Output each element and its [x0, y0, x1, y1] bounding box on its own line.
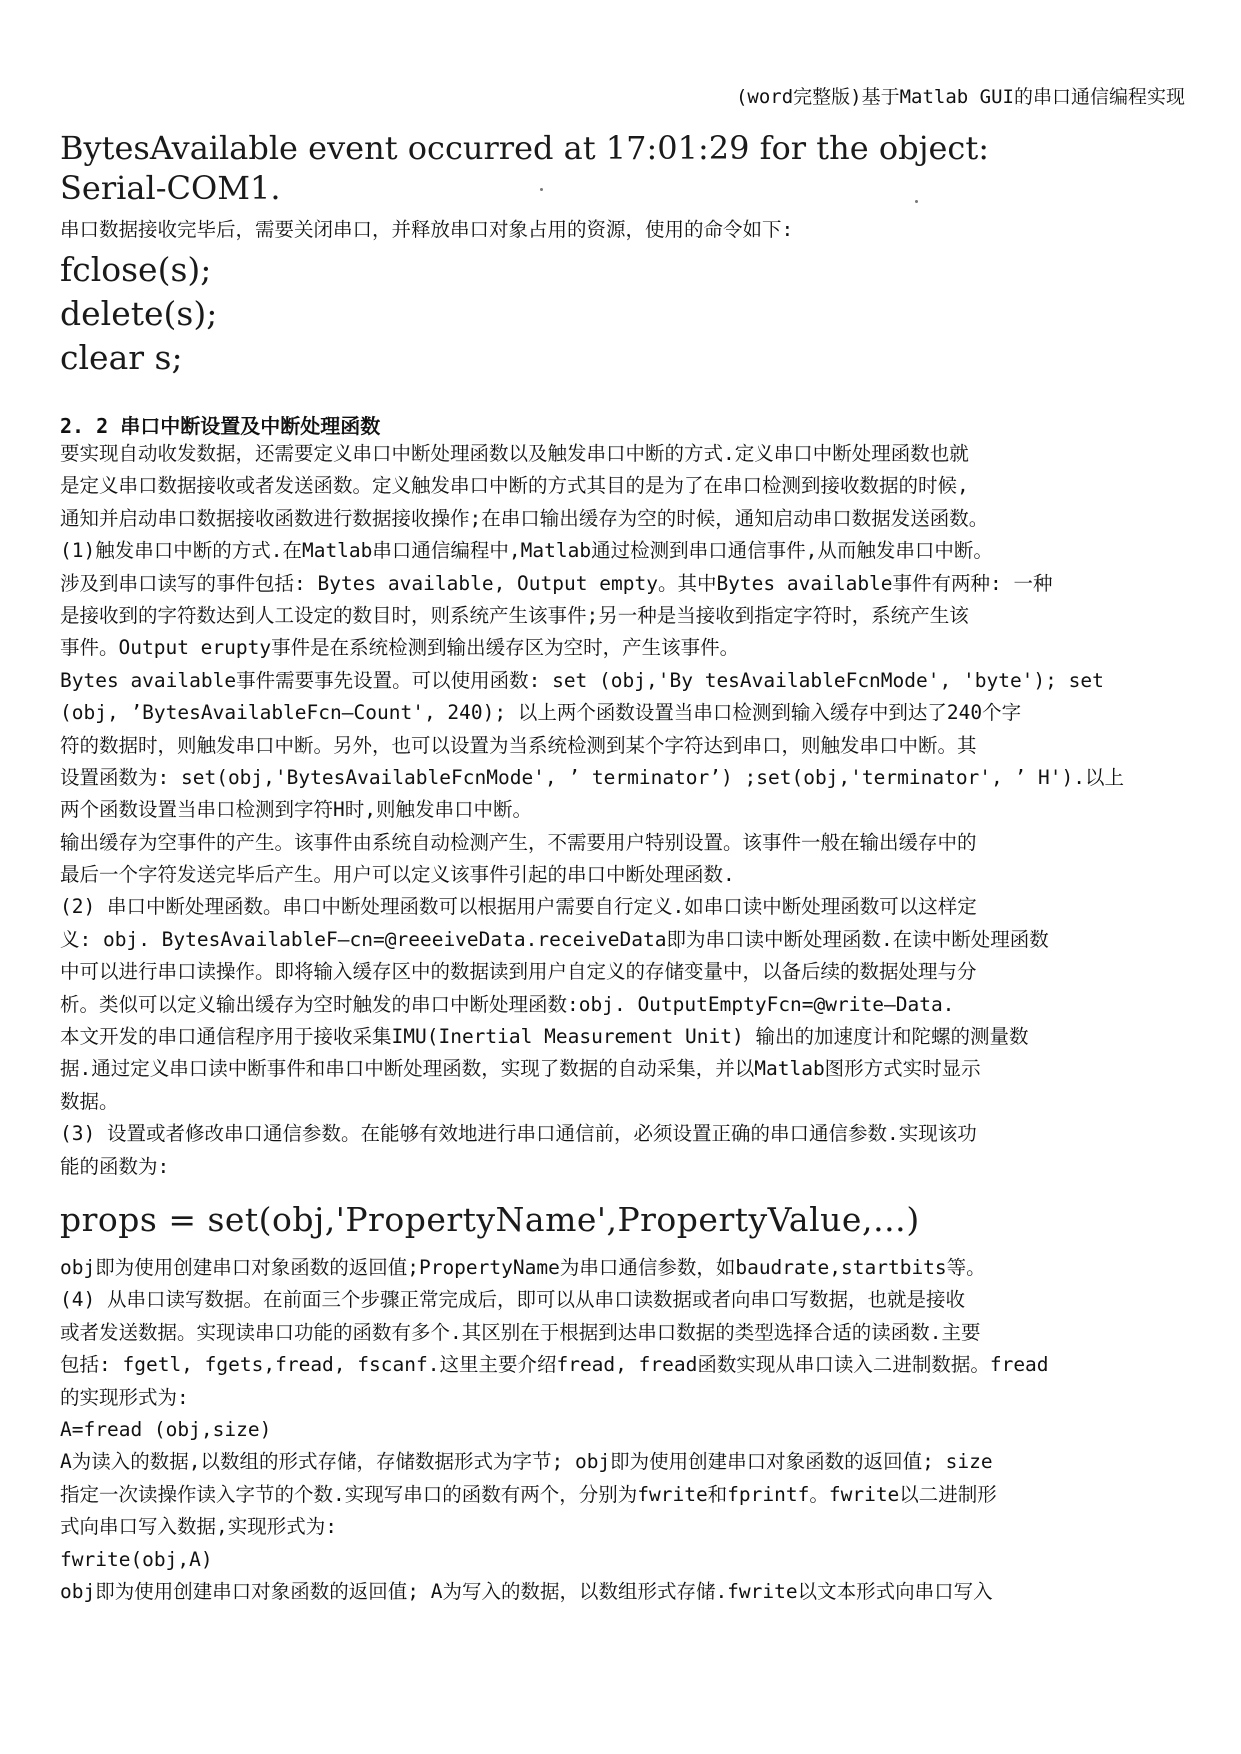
text-line: 两个函数设置当串口检测到字符H时,则触发串口中断。 [60, 798, 532, 822]
text-line: 设置函数为: set(obj,'BytesAvailableFcnMode', ’ terminator’) ;set(obj,'terminator', ’ H').以上 [60, 765, 1124, 789]
text-line: 本文开发的串口通信程序用于接收采集IMU(Inertial Measurement Unit) 输出的加速度计和陀螺的测量数 [60, 1025, 1029, 1049]
body-text-part-2 [60, 1252, 1185, 1608]
text-line: 涉及到串口读写的事件包括: Bytes available, Output empty。其中Bytes available事件有两种: 一种 [60, 571, 1053, 595]
text-line: 指定一次读操作读入字节的个数.实现写串口的函数有两个，分别为fwrite和fprintf。fwrite以二进制形 [60, 1482, 997, 1506]
body-text-part-1 [60, 438, 1185, 1183]
text-line: 的实现形式为: [60, 1385, 189, 1409]
text-line: 是定义串口数据接收或者发送函数。定义触发串口中断的方式其目的是为了在串口检测到接收数据的时候, [60, 474, 969, 498]
text-line: obj即为使用创建串口对象函数的返回值; A为写入的数据，以数组形式存储.fwrite以文本形式向串口写入 [60, 1579, 993, 1603]
text-line: 式向串口写入数据,实现形式为: [60, 1515, 337, 1539]
text-line: 要实现自动收发数据，还需要定义串口中断处理函数以及触发串口中断的方式.定义串口中断处理函数也就 [60, 442, 969, 465]
scanned-line: Serial-COM1. [60, 169, 281, 207]
text-line: (3) 设置或者修改串口通信参数。在能够有效地进行串口通信前，必须设置正确的串口通信参数.实现该功 [60, 1122, 977, 1146]
text-line: fwrite(obj,A) [60, 1547, 213, 1571]
scanned-text-bytes-available-event [60, 128, 989, 208]
text-line: A为读入的数据,以数组的形式存储，存储数据形式为字节; obj即为使用创建串口对象函数的返回值; size [60, 1450, 993, 1474]
text-line: 中可以进行串口读操作。即将输入缓存区中的数据读到用户自定义的存储变量中，以备后续的数据处理与分 [60, 960, 977, 984]
scan-speck [540, 188, 543, 191]
scan-speck [915, 200, 918, 203]
scanned-code-commands [60, 248, 217, 380]
text-line: (1)触发串口中断的方式.在Matlab串口通信编程中,Matlab通过检测到串口通信事件,从而触发串口中断。 [60, 539, 993, 563]
text-line: 析。类似可以定义输出缓存为空时触发的串口中断处理函数:obj. OutputEmptyFcn=@write—Data. [60, 992, 955, 1016]
text-line: (2) 串口中断处理函数。串口中断处理函数可以根据用户需要自行定义.如串口读中断处理函数可以这样定 [60, 895, 977, 919]
text-line: 能的函数为: [60, 1154, 170, 1178]
page-header: (word完整版)基于Matlab GUI的串口通信编程实现 [735, 86, 1185, 108]
scanned-formula-props: props = set(obj,'PropertyName',PropertyValue,…) [60, 1200, 920, 1239]
text-line: 最后一个字符发送完毕后产生。用户可以定义该事件引起的串口中断处理函数. [60, 863, 735, 887]
paragraph-close-serial [60, 214, 1185, 246]
text-line: 是接收到的字符数达到人工设定的数目时，则系统产生该事件;另一种是当接收到指定字符时，系统产生该 [60, 603, 969, 627]
text-line: 数据。 [60, 1089, 119, 1113]
scanned-line: BytesAvailable event occurred at 17:01:29 for the object: [60, 129, 989, 167]
text-line: obj即为使用创建串口对象函数的返回值;PropertyName为串口通信参数，如baudrate,startbits等。 [60, 1256, 986, 1279]
text-line: 据.通过定义串口读中断事件和串口中断处理函数，实现了数据的自动采集，并以Matlab图形方式实时显示 [60, 1057, 981, 1081]
text-line: 通知并启动串口数据接收函数进行数据接收操作;在串口输出缓存为空的时候，通知启动串口数据发送函数。 [60, 506, 989, 530]
text-line: 串口数据接收完毕后，需要关闭串口，并释放串口对象占用的资源，使用的命令如下: [60, 218, 794, 241]
text-line: (obj, ’BytesAvailableFcn—Count', 240); 以上两个函数设置当串口检测到输入缓存中到达了240个字 [60, 701, 1022, 725]
text-line: 或者发送数据。实现读串口功能的函数有多个.其区别在于根据到达串口数据的类型选择合适的读函数.主要 [60, 1320, 981, 1344]
scanned-line: clear s; [60, 338, 183, 377]
text-line: A=fread (obj,size) [60, 1417, 272, 1441]
scanned-line: fclose(s); [60, 250, 212, 289]
text-line: 输出缓存为空事件的产生。该事件由系统自动检测产生，不需要用户特别设置。该事件一般在输出缓存中的 [60, 830, 977, 854]
text-line: 符的数据时，则触发串口中断。另外，也可以设置为当系统检测到某个字符达到串口，则触发串口中断。其 [60, 733, 977, 757]
section-heading: 2. 2 串口中断设置及中断处理函数 [60, 414, 381, 438]
scanned-line: delete(s); [60, 294, 218, 333]
text-line: (4) 从串口读写数据。在前面三个步骤正常完成后，即可以从串口读数据或者向串口写数据，也就是接收 [60, 1288, 965, 1312]
text-line: 义: obj. BytesAvailableF—cn=@reeeiveData.receiveData即为串口读中断处理函数.在读中断处理函数 [60, 927, 1049, 951]
text-line: 事件。Output erupty事件是在系统检测到输出缓存区为空时，产生该事件。 [60, 636, 740, 660]
text-line: Bytes available事件需要事先设置。可以使用函数: set (obj,'By tesAvailableFcnMode', 'byte'); set [60, 668, 1104, 692]
text-line: 包括: fgetl, fgets,fread, fscanf.这里主要介绍fread, fread函数实现从串口读入二进制数据。fread [60, 1353, 1049, 1377]
